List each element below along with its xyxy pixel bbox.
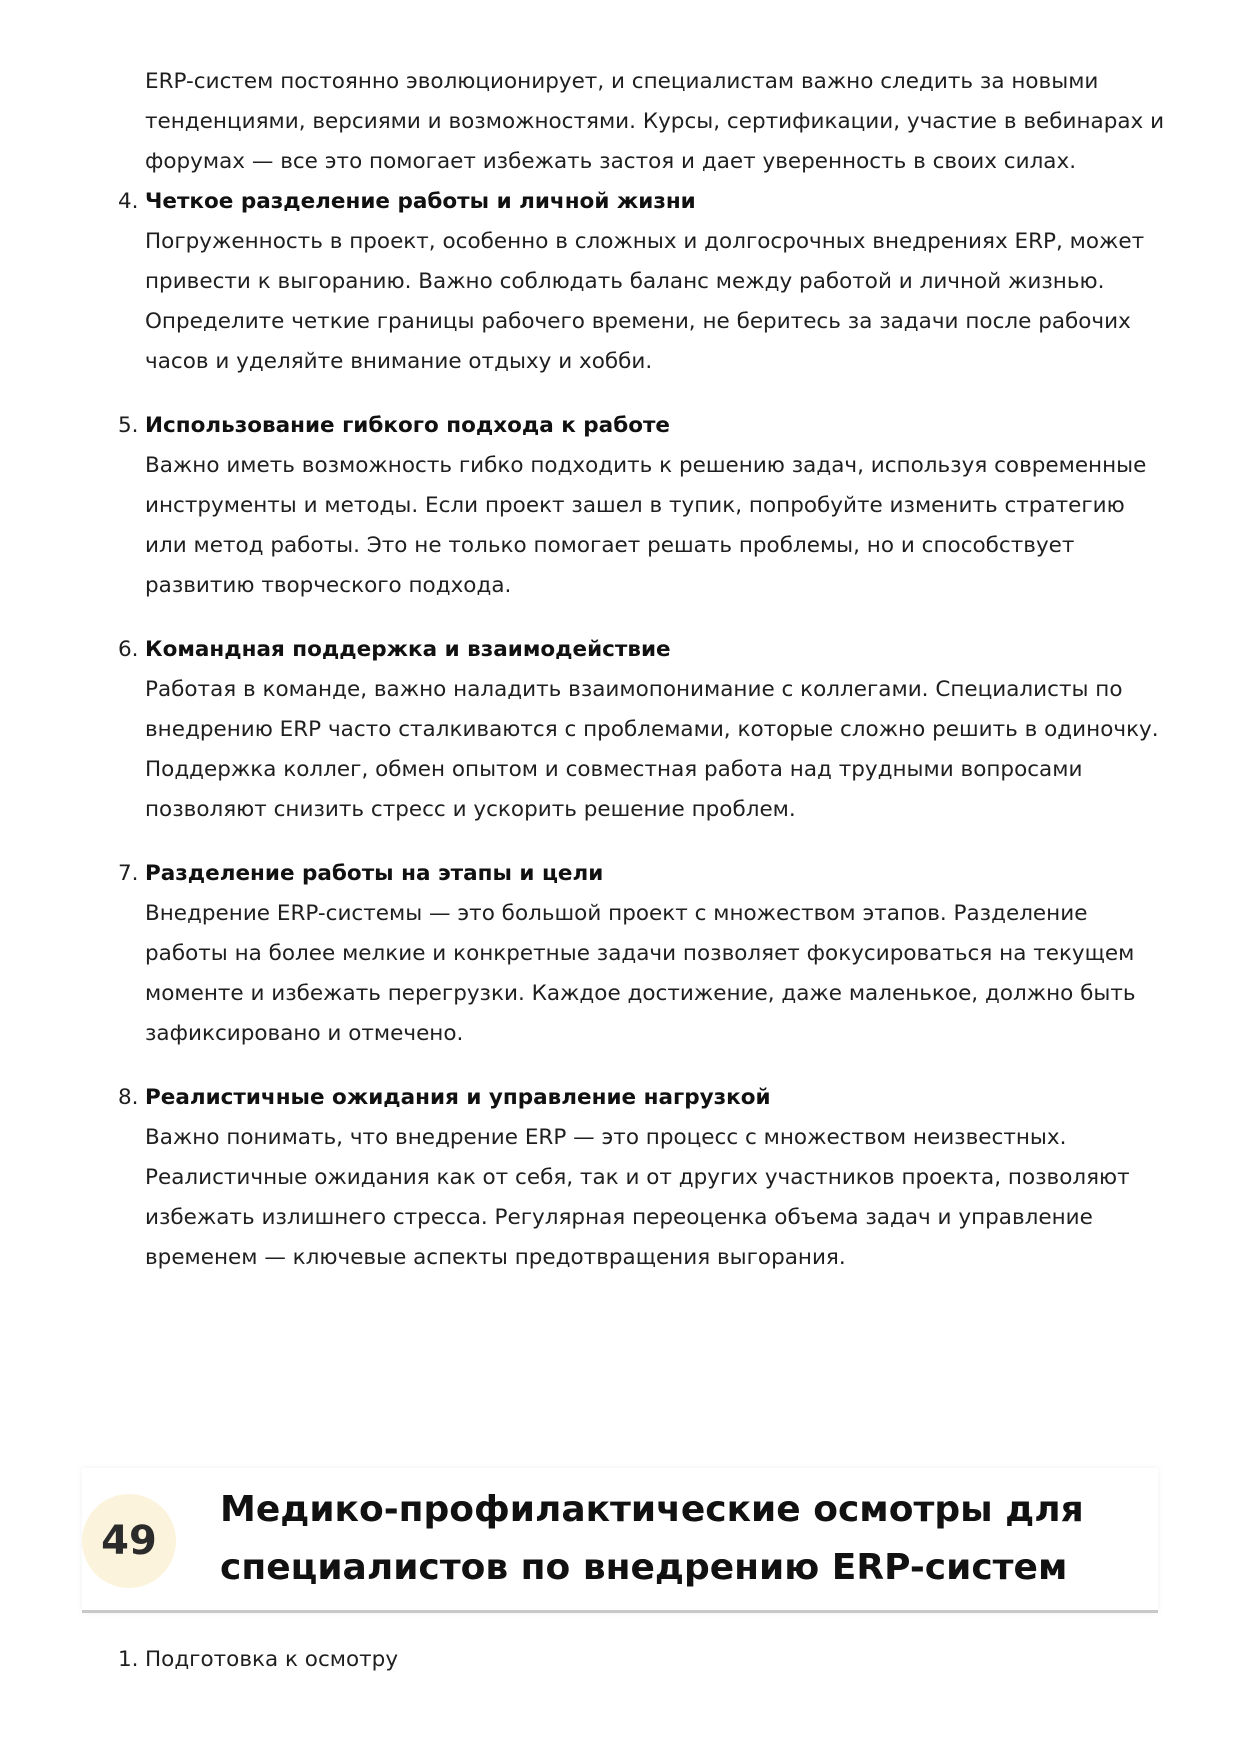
list-item-title: Четкое разделение работы и личной жизни <box>145 189 696 214</box>
list-item-number: 1. <box>118 1647 139 1672</box>
list-item-text: Подготовка к осмотру <box>145 1647 399 1672</box>
list-item-body: Внедрение ERP-системы — это большой проект с множеством этапов. Разделение работы на более мелкие и конкретные задачи позволяет фокусироваться на текущем моменте и избежать перегрузки. Каждое достижение, даже маленькое, должно быть зафиксировано и отмечено. <box>145 901 1136 1046</box>
list-item-body: Погруженность в проект, особенно в сложных и долгосрочных внедрениях ERP, может привести к выгоранию. Важно соблюдать баланс между работой и личной жизнью. Определите четкие границы рабочего времени, не беритесь за задачи после рабочих часов и уделяйте внимание отдыху и хобби. <box>145 229 1145 374</box>
list-item-title: Реалистичные ожидания и управление нагрузкой <box>145 1085 771 1110</box>
list-item-number: 4. <box>118 189 139 214</box>
list-item-title: Командная поддержка и взаимодействие <box>145 637 671 662</box>
list-item-body: Важно иметь возможность гибко подходить к решению задач, используя современные инструменты и методы. Если проект зашел в тупик, попробуйте изменить стратегию или метод работы. Это не только помогает решать проблемы, но и способствует развитию творческого подхода. <box>145 453 1147 598</box>
list-item-body: Работая в команде, важно наладить взаимопонимание с коллегами. Специалисты по внедрению ERP часто сталкиваются с проблемами, которые сложно решить в одиночку. Поддержка коллег, обмен опытом и совместная работа над трудными вопросами позволяют снизить стресс и ускорить решение проблем. <box>145 677 1159 822</box>
section-title: Медико-профилактические осмотры для специалистов по внедрению ERP-систем <box>220 1489 1084 1588</box>
section-header <box>82 1468 1158 1613</box>
section-number-badge: 49 <box>82 1494 176 1588</box>
list-item-number: 5. <box>118 413 139 438</box>
list-item <box>118 1640 398 1680</box>
list-item-body: Важно понимать, что внедрение ERP — это процесс с множеством неизвестных. Реалистичные ожидания как от себя, так и от других участников проекта, позволяют избежать излишнего стресса. Регулярная переоценка объема задач и управление временем — ключевые аспекты предотвращения выгорания. <box>145 1125 1130 1270</box>
list-item-title: Разделение работы на этапы и цели <box>145 861 604 886</box>
list-item-title: Использование гибкого подхода к работе <box>145 413 671 438</box>
list-item-number: 7. <box>118 861 139 886</box>
list-item-number: 8. <box>118 1085 139 1110</box>
list-item-number: 6. <box>118 637 139 662</box>
intro-paragraph: ERP-систем постоянно эволюционирует, и специалистам важно следить за новыми тенденциями, версиями и возможностями. Курсы, сертификации, участие в вебинарах и форумах — все это помогает избежать застоя и дает уверенность в своих силах. <box>145 69 1165 174</box>
